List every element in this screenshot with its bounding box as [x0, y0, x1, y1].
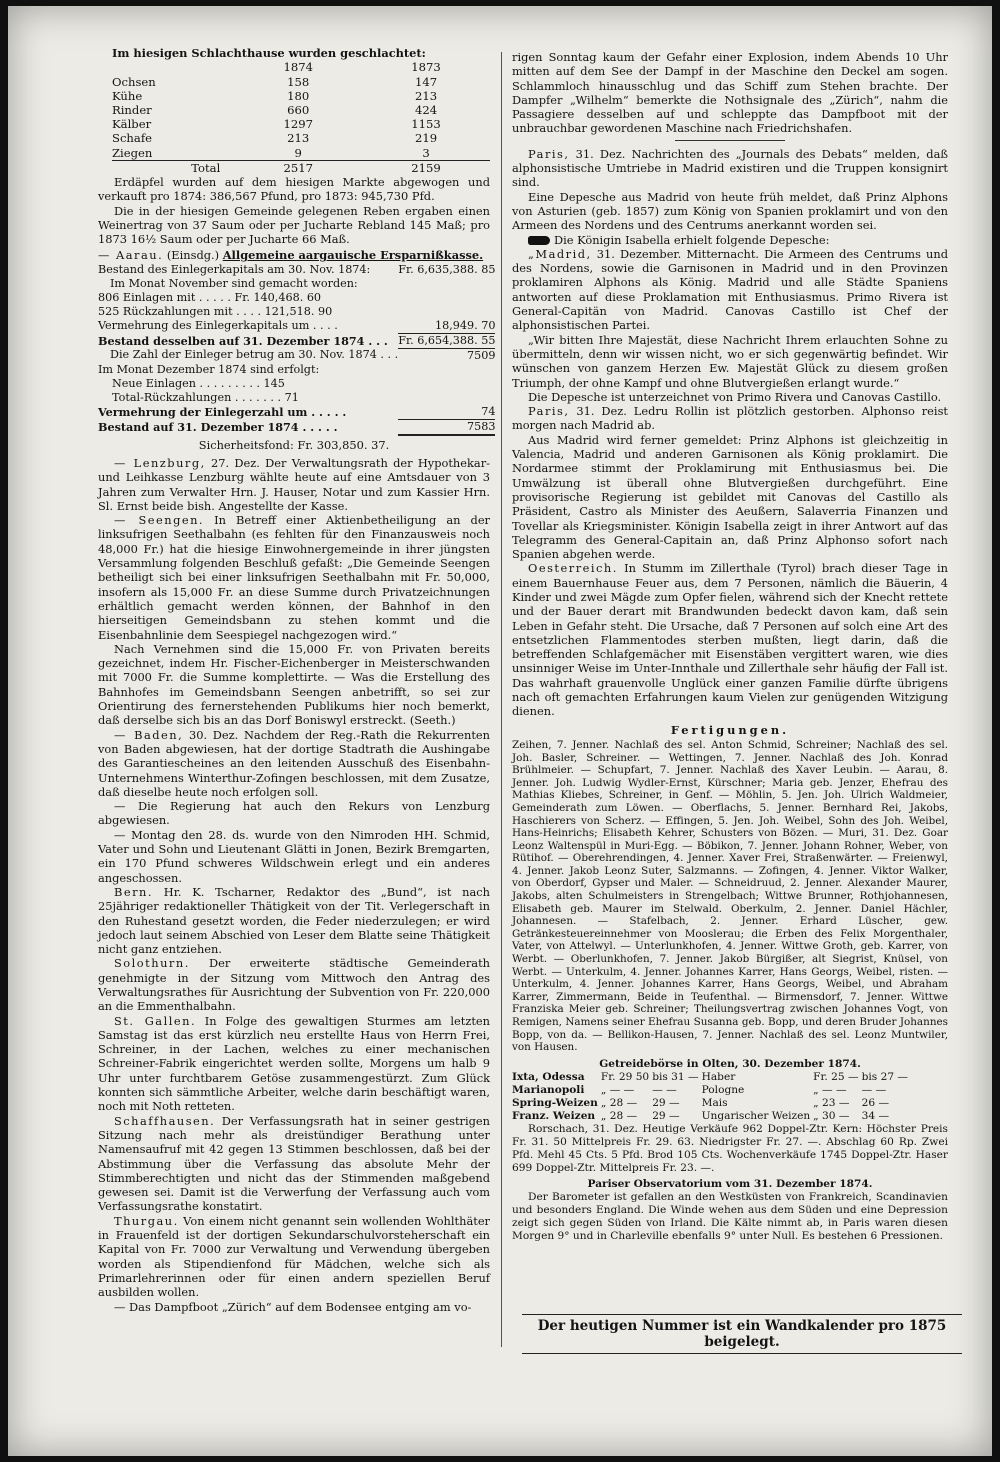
slaughter-year-header	[112, 60, 490, 74]
security-fund: Sicherheitsfond: Fr. 303,850. 37.	[198, 437, 390, 452]
year-1874: 1874	[283, 60, 313, 75]
article-dampfboot-continued: rigen Sonntag kaum der Gefahr einer Explosion, indem Abends 10 Uhr mitten auf dem See der Dampf in der Maschine den Deckel am sogen. Schlammloch hinausschlug und das Schiff zum Stehen brachte. Der Dampfer „Wilhelm“ bemerkte die Nothsignale des „Zürich“, nahm die Passagiere desselben auf und schleppte das Dampfboot mit der unbrauchbar gewordenen Maschine nach Friedrichshafen.	[512, 50, 948, 136]
table-row: Neue Einlagen . . . . . . . . . 145	[112, 376, 285, 390]
table-row: 806 Einlagen mit . . . . . Fr. 140,468. 60	[98, 290, 322, 304]
article-paris-1: Paris, 31. Dez. Nachrichten des „Journals des Debats“ melden, daß alphonsistische Umtriebe in Madrid existiren und die Truppen konsignirt sind.	[512, 146, 948, 190]
table-row: Bestand desselben auf 31. Dezember 1874 . . . Fr. 6,654,388. 55	[98, 333, 496, 348]
table-row: Rinder 660 424	[112, 102, 438, 117]
article-isabella: Die Königin Isabella erhielt folgende Depesche:	[512, 233, 948, 247]
calendar-notice-banner: Der heutigen Nummer ist ein Wandkalender pro 1875 beigelegt.	[522, 1314, 962, 1354]
fertigungen-title: Fertigungen.	[670, 722, 790, 737]
slaughter-total-row: Total 2517 2159	[112, 160, 490, 175]
table-row: 525 Rückzahlungen mit . . . . 121,518. 90	[98, 304, 333, 318]
slaughter-intro: Im hiesigen Schlachthause wurden geschlachtet:	[112, 46, 426, 60]
article-dampfboot: — Das Dampfboot „Zürich“ auf dem Bodensee entging am vo-	[114, 1299, 472, 1314]
right-column	[512, 50, 948, 1350]
article-lenzburg: — Lenzburg, 27. Dez. Der Verwaltungsrath der Hypothekar- und Leihkasse Lenzburg wählte heute auf eine Amtsdauer von 3 Jahren zum Verwalter Hrn. J. Hauser, Notar und zum Kassier Hrn. Sl. Ernst beide bish. Angestellte der Kasse.	[98, 456, 490, 513]
article-majestaet: „Wir bitten Ihre Majestät, diese Nachricht Ihrem erlauchten Sohne zu übermitteln, denn wir wissen nicht, wo er sich gegenwärtig befindet. Wir wünschen von ganzem Herzen Ew. Majestät Glück zu diesem großen Triumph, der ohne Kampf und ohne Blutvergießen erlangt wurde.“	[512, 332, 948, 390]
wine-paragraph: Die in der hiesigen Gemeinde gelegenen Reben ergaben einen Weinertrag von 37 Saum oder per Jucharte Rebland 145 Maß; pro 1873 16½ Saum oder per Jucharte 66 Maß.	[98, 203, 490, 247]
fertigungen-text: Zeihen, 7. Jenner. Nachlaß des sel. Anton Schmid, Schreiner; Nachlaß des sel. Joh. Basler, Schreiner. — Wettingen, 7. Jenner. Nachlaß des Joh. Konrad Brühlmeier. — Schupfart, 7. Jenner. Nachlaß des Xaver Leubin. — Aarau, 8. Jenner. Joh. Ludwig Wydler-Ernst, Kürschner; Maria geb. Jenzer, Ehefrau des Mathias Kliebes, Schreiner, in Genf. — Möhlin, 5. Jen. Joh. Ulrich Waldmeier, Gemeinderath zum Löwen. — Oberflachs, 5. Jenner. Bernhard Rei, Jakobs, Haschierers von Scherz. — Effingen, 5. Jen. Joh. Weibel, Sohn des Joh. Weibel, Hans-Heinrichs; Elisabeth Kehrer, Schusters von Bözen. — Muri, 31. Dez. Goar Leonz Waltenspül in Muri-Egg. — Böbikon, 7. Jenner. Johann Rohner, Weber, von Rütihof. — Oberehrendingen, 4. Jenner. Xaver Frei, Straßenwärter. — Freienwyl, 4. Jenner. Jakob Leonz Suter, Salzmanns. — Zofingen, 4. Jenner. Viktor Walker, von Oberdorf, Gypser und Maler. — Schneidruud, 2. Jenner. Alexander Maurer, Jakobs, alten Schulmeisters in Strengelbach; Wittwe Brunner, Rothjohannesen, Elisabeth geb. Maurer im Stelwald. Oberkulm, 2. Jenner. Daniel Hächler, Johannesen. — Stafelbach, 2. Jenner. Erhard Lüscher, gew. Getränkesteuereinnehmer von Mooslerau; die Erben des Felix Morgenthaler, Vater, von Attelwyl. — Unterlunkhofen, 4. Jenner. Wittwe Groth, geb. Karrer, von Werbt. — Oberlunkhofen, 7. Jenner. Jakob Bürgißer, alt Siegrist, Knüsel, von Werbt. — Unterkulm, 4. Jenner. Johannes Karrer, Hans Georgs, Weibel, risten. — Unterkulm, 4. Jenner. Johannes Karrer, Hans Georgs, Weibel, und Abraham Karrer, Zimmermann, Beide in Teufenthal. — Birmensdorf, 7. Jenner. Wittwe Franziska Meier geb. Schreiner; Theilungsvertrag zwischen Johannes Vogt, von Remigen, Namens seiner Ehefrau Susanna geb. Bopp, und deren Bruder Johannes Bopp, von da. — Bellikon-Hausen, 7. Jenner. Nachlaß des sel. Leonz Muntwiler, von Hausen.	[512, 738, 948, 1054]
article-wildschwein: — Montag den 28. ds. wurde von den Nimroden HH. Schmid, Vater und Sohn und Lieutenant Glätti in Jonen, Bezirk Bremgarten, ein 170 Pfund schweres Wildschwein erlegt und ein anderes angeschossen.	[98, 827, 490, 885]
article-seengen: — Seengen. In Betreff einer Aktienbetheiligung an der linksufrigen Seethalbahn (es fehlten für den Finanzausweis noch 48,000 Fr.) hat die hiesige Einwohnergemeinde in ihrer jüngsten Versammlung folgenden Beschluß gefaßt: „Die Gemeinde Seengen betheiligt sich bei einer linksufrigen Seethalbahn mit Fr. 50,000, insofern als 15,000 Fr. an diese Summe durch Privatzeichnungen erhältlich gemacht werden können, der Bahnhof in den hierseitigen Gemeindsbann zu stehen kommt und die Eisenbahnlinie dem Seespiegel nachgezogen wird.“	[98, 513, 491, 642]
article-baden: — Baden, 30. Dez. Nachdem der Reg.-Rath die Rekurrenten von Baden abgewiesen, hat der dortige Stadtrath die Aushingabe des Garantiescheines an den leitenden Ausschuß des Eisenbahn-Unternehmens Winterthur-Zofingen beschlossen, mit dem Zusatze, daß dieselbe heute noch erfolgen soll.	[98, 727, 491, 799]
table-row: Franz. Weizen „ 28 — 29 — Ungarischer Weizen „ 30 — 34 —	[512, 1109, 890, 1122]
table-row: Ixta, Odessa Fr. 29 50 bis 31 — Haber Fr. 25 — bis 27 —	[512, 1070, 909, 1083]
article-paris-2: Paris, 31. Dez. Ledru Rollin ist plötzlich gestorben. Alphonso reist morgen nach Madrid ab.	[512, 404, 948, 433]
table-row: Bestand des Einlegerkapitals am 30. Nov. 1874: Fr. 6,635,388. 85	[98, 262, 496, 276]
potato-paragraph: Erdäpfel wurden auf dem hiesigen Markte abgewogen und verkauft pro 1874: 386,567 Pfund, pro 1873: 945,730 Pfd.	[98, 174, 490, 204]
article-bern: Bern. Hr. K. Tscharner, Redaktor des „Bund“, ist nach 25jähriger redaktioneller Thätigkeit von der Tit. Verlegerschaft in den Ruhestand gesetzt worden, die Feder niederzulegen; er wird jedoch laut seinem Abschied von Leser dem Blatte seine Thätigkeit nicht ganz entziehen.	[98, 884, 490, 957]
table-row: Die Zahl der Einleger betrug am 30. Nov. 1874 . . . 7509	[110, 348, 496, 362]
left-column	[98, 46, 496, 1346]
article-thurgau: Thurgau. Von einem nicht genannt sein wollenden Wohlthäter in Frauenfeld ist der dortigen Sekundarschulvorsteherschaft ein Kapital von Fr. 7000 zur Verwaltung und Verwendung übergeben worden als Stipendienfond für Mädchen, welche sich als Primarlehrerinnen oder für einen andern speziellen Beruf ausbilden wollen.	[98, 1213, 491, 1300]
observatory-title: Pariser Observatorium vom 31. Dezember 1874.	[587, 1177, 873, 1190]
table-row: Ziegen 9 3	[112, 145, 430, 160]
article-aus-madrid: Aus Madrid wird ferner gemeldet: Prinz Alphons ist gleichzeitig in Valencia, Madrid und anderen Garnisonen als König proklamirt. Die Nordarmee stimmt der Proklamirung mit Enthusiasmus bei. Die Umwälzung ist überall ohne Blutvergießen durchgeführt. Eine provisorische Regierung ist gebildet mit Canovas del Castillo als Präsident, Castro als Minister des Aeußern, Salaverria Finanzen und Tovellar als Kriegsminister. Königin Isabella zeigt in ihrer Antwort auf das Telegramm des General-Capitain an, daß Prinz Alphonso sofort nach Spanien abgehen werde.	[512, 432, 948, 562]
article-st-gallen: St. Gallen. In Folge des gewaltigen Sturmes am letzten Samstag ist das erst kürzlich neu erstellte Haus von Herrn Frei, Schreiner, in der Lachen, welches zu einer mechanischen Schreiner-Fabrik eingerichtet werden sollte, Morgens um halb 9 Uhr unter furchtbarem Getöse zusammengestürzt. Zum Glück konnten sich sämmtliche Arbeiter, welche darin beschäftigt waren, noch mit Noth retteten.	[98, 1013, 491, 1114]
table-row: Total-Rückzahlungen . . . . . . . 71	[112, 390, 299, 404]
newspaper-page	[8, 6, 992, 1456]
rorschach-market: Rorschach, 31. Dez. Heutige Verkäufe 962 Doppel-Ztr. Kern: Höchster Preis Fr. 31. 50 Mittelpreis Fr. 29. 63. Niedrigster Fr. 27. —. Abschlag 60 Rp. Zwei Pfd. Mehl 45 Cts. 5 Pfd. Brod 105 Cts. Wochenverkäufe 1745 Doppel-Ztr. Haser 699 Doppel-Ztr. Mittelpreis Fr. 23. —.	[512, 1122, 948, 1174]
article-schaffhausen: Schaffhausen. Der Verfassungsrath hat in seiner gestrigen Sitzung nach mehr als dreistündiger Berathung unter Namensaufruf mit 42 gegen 13 Stimmen beschlossen, daß bei der Abstimmung über die Verfassung das absolute Mehr der Stimmberechtigten und nicht das der Stimmenden maßgebend gewesen sei. Damit ist die Verwerfung der Verfassung auch vom Verfassungsrathe konstatirt.	[98, 1113, 490, 1214]
table-row: Vermehrung des Einlegerkapitals um . . . . 18,949. 70	[98, 318, 496, 332]
article-unterzeichnet: Die Depesche ist unterzeichnet von Primo Rivera und Canovas Castillo.	[528, 389, 942, 404]
table-row: Ochsen 158 147	[112, 74, 438, 89]
table-row: Im Monat Dezember 1874 sind erfolgt:	[98, 362, 320, 376]
boerse-title: Getreidebörse in Olten, 30. Dezember 1874.	[599, 1057, 861, 1070]
article-madrid: „Madrid, 31. Dezember. Mitternacht. Die Armeen des Centrums und des Nordens, sowie die Garnisonen in Madrid und in den Provinzen proklamiren Alphons als König. Madrid und alle Städte Spaniens antworten auf diese Proklamation mit Enthusiasmus. Primo Rivera ist General-Capitän von Madrid. Canovas Castillo ist Chef der alphonsistischen Partei.	[512, 246, 948, 333]
section-rule	[675, 140, 785, 141]
pointing-hand-icon	[528, 236, 550, 245]
article-depesche: Eine Depesche aus Madrid von heute früh meldet, daß Prinz Alphons von Asturien (geb. 1857) zum König von Spanien proklamirt und von den Armeen des Nordens und des Centrums anerkannt worden sei.	[512, 189, 948, 233]
article-solothurn: Solothurn. Der erweiterte städtische Gemeinderath genehmigte in der Sitzung vom Mittwoch den Antrag des Verwaltungsrathes für Ausrichtung der Subvention von Fr. 220,000 an die Emmenthalbahn.	[98, 956, 490, 1014]
table-row: Bestand auf 31. Dezember 1874 . . . . . 7583	[98, 419, 496, 434]
article-rekurs: — Die Regierung hat auch den Rekurs von Lenzburg abgewiesen.	[98, 799, 490, 828]
table-row: Marianopoli „ — — — — Pologne „ — — — —	[512, 1083, 887, 1096]
year-1873: 1873	[411, 60, 441, 75]
savings-table	[98, 263, 495, 436]
column-divider	[501, 52, 502, 1347]
table-row: Schafe 213 219	[112, 131, 438, 146]
table-row: Vermehrung der Einlegerzahl um . . . . . 74	[98, 404, 496, 419]
table-row: Kühe 180 213	[112, 88, 438, 103]
observatory-text: Der Barometer ist gefallen an den Westküsten von Frankreich, Scandinavien und besonders England. Die Winde wehen aus dem Süden und eine Depression zeigt sich gegen Süden von Irland. Die Kälte nimmt ab, in Paris waren diesen Morgen 9° und in Charleville ebenfalls 9° unter Null. Es bestehen 6 Pressionen.	[512, 1190, 948, 1242]
grain-price-table	[512, 1071, 911, 1123]
table-row: Spring-Weizen „ 28 — 29 — Mais „ 23 — 26 —	[512, 1096, 890, 1109]
article-seengen-followup: Nach Vernehmen sind die 15,000 Fr. von Privaten bereits gezeichnet, indem Hr. Fischer-Eichenberger in Meisterschwanden mit 7000 Fr. die Summe komplettirte. — Was die Erstellung des Bahnhofes im Gemeindsbann Seengen anbetrifft, so sei zur Orientirung des fernerstehenden Publikums hier noch bemerkt, daß derselbe sich bis an das Dorf Boniswyl erstreckt. (Seeth.)	[98, 641, 490, 728]
article-oesterreich: Oesterreich. In Stumm im Zillerthale (Tyrol) brach dieser Tage in einem Bauernhause Feuer aus, dem 7 Personen, nämlich die Bäuerin, 4 Kinder und zwei Mägde zum Opfer fielen, während sich der Knecht rettete und der Bauer derart mit Brandwunden bedeckt davon kam, daß sein Leben in Gefahr steht. Die Ursache, daß 7 Personen auf solch eine Art des entsetzlichen Flammentodes sterben mußten, liegt darin, daß die betreffenden Schlafgemächer mit Eisenstäben vergittert waren, wie dies unsinniger Weise im Unter-Innthale und Zillerthale sehr häufig der Fall ist. Das wahrhaft grauenvolle Unglück einer ganzen Familie dürfte übrigens nach oft gemachten Erfahrungen kaum Vielen zur genügenden Witzigung dienen.	[512, 561, 948, 719]
slaughter-table	[112, 60, 490, 175]
table-row: Im Monat November sind gemacht worden:	[110, 276, 358, 290]
table-row: Kälber 1297 1153	[112, 117, 441, 132]
savings-heading: — Aarau. (Einsdg.) Allgemeine aargauische Ersparnißkasse.	[98, 248, 484, 263]
